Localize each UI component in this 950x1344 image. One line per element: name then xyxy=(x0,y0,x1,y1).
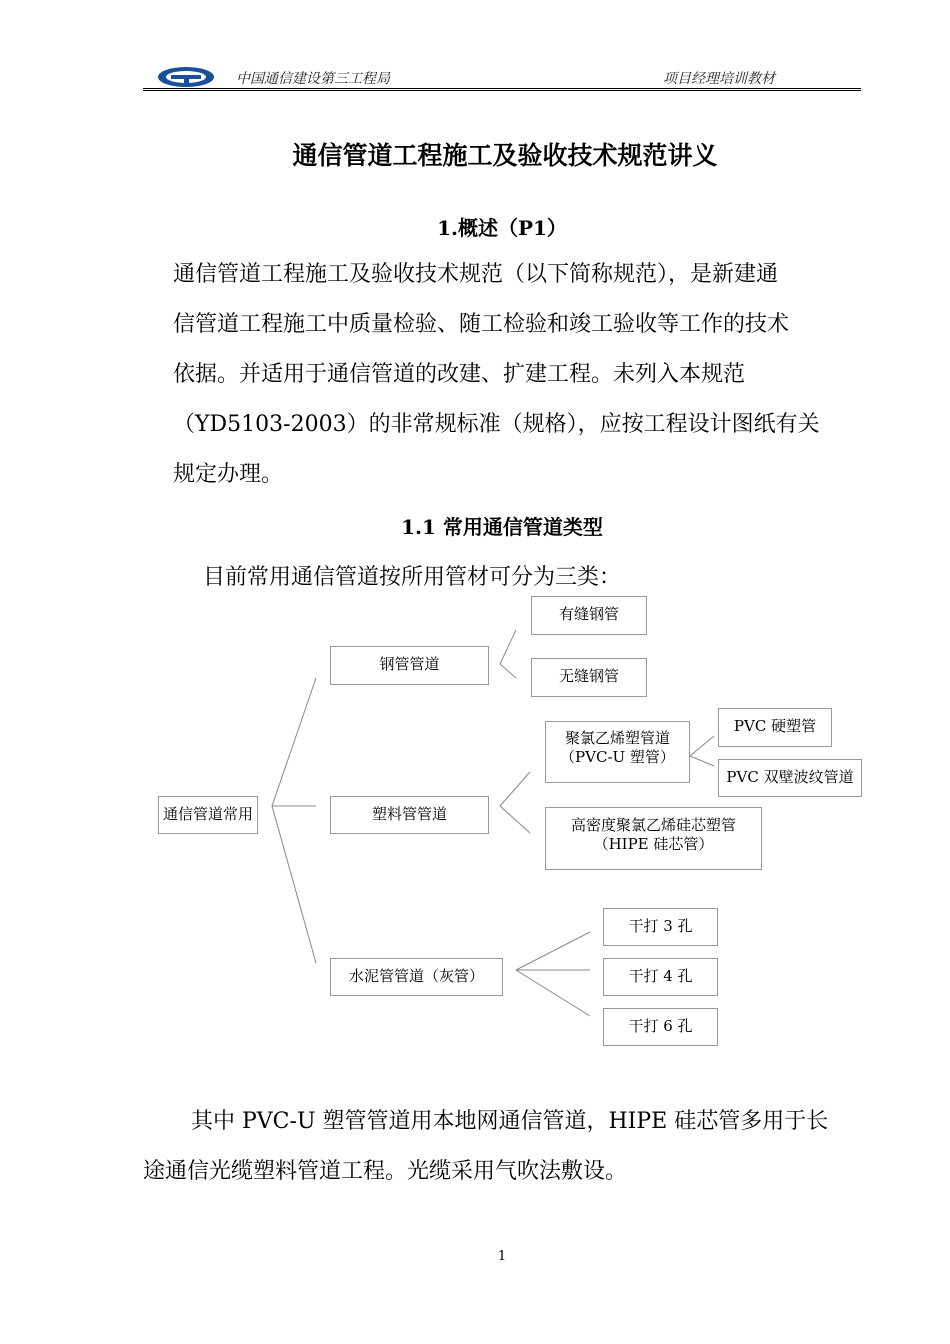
page-number: 1 xyxy=(497,1249,507,1264)
node-pvc-hard: PVC 硬塑管 xyxy=(718,708,832,747)
connector-plastic-hdpe xyxy=(500,806,530,833)
section-heading-pipe-types: 1.1 常用通信管道类型 xyxy=(401,515,603,539)
paragraph-line: 依据。并适用于通信管道的改建、扩建工程。未列入本规范 xyxy=(173,362,746,387)
node-hdpe-line2: （HIPE 硅芯管） xyxy=(593,835,714,853)
node-plastic: 塑料管管道 xyxy=(330,796,489,834)
node-steel: 钢管管道 xyxy=(330,646,489,685)
node-steel-seamless: 无缝钢管 xyxy=(531,658,647,697)
connector-pvc-double xyxy=(690,756,714,766)
connector-steel-seamed xyxy=(500,630,516,664)
paragraph-line: 信管道工程施工中质量检验、随工检验和竣工验收等工作的技术 xyxy=(173,312,790,337)
paragraph-line: 其中 PVC-U 塑管管道用本地网通信管道，HIPE 硅芯管多用于长 xyxy=(191,1109,829,1134)
document-title: 通信管道工程施工及验收技术规范讲义 xyxy=(292,141,718,170)
node-pvc-u-line1: 聚氯乙烯塑管道 xyxy=(564,729,670,747)
paragraph-line: 通信管道工程施工及验收技术规范（以下简称规范），是新建通 xyxy=(173,262,779,287)
node-dry6: 干打 6 孔 xyxy=(603,1008,718,1046)
connector-pvc-hard xyxy=(690,736,714,756)
pipe-types-intro: 目前常用通信管道按所用管材可分为三类： xyxy=(203,565,622,590)
node-pvc-double: PVC 双壁波纹管道 xyxy=(718,759,862,797)
connector-root-steel xyxy=(272,678,316,806)
header-org: 中国通信建设第三工程局 xyxy=(236,71,390,87)
node-hdpe-line1: 高密度聚氯乙烯硅芯塑管 xyxy=(570,816,736,834)
node-pvc-u-line2: （PVC-U 塑管） xyxy=(560,748,675,766)
connector-steel-seamless xyxy=(500,664,516,678)
section-heading-overview: 1.概述（P1） xyxy=(437,216,567,240)
paragraph-line: （YD5103-2003）的非常规标准（规格），应按工程设计图纸有关 xyxy=(173,412,820,437)
node-dry3: 干打 3 孔 xyxy=(603,908,718,946)
node-steel-seamed: 有缝钢管 xyxy=(531,596,647,635)
paragraph-line: 规定办理。 xyxy=(173,462,284,487)
connector-cement-dry6 xyxy=(516,970,590,1016)
node-pvc-u xyxy=(545,721,690,783)
node-cement: 水泥管管道（灰管） xyxy=(330,958,503,996)
closing-paragraph xyxy=(143,1097,863,1197)
connector-cement-dry3 xyxy=(516,932,590,970)
connector-plastic-pvc xyxy=(500,772,530,806)
paragraph-line: 途通信光缆塑料管道工程。光缆采用气吹法敷设。 xyxy=(143,1159,628,1184)
node-dry4: 干打 4 孔 xyxy=(603,958,718,996)
connector-root-cement xyxy=(272,806,316,963)
node-hdpe xyxy=(545,807,762,870)
node-root: 通信管道常用 xyxy=(158,796,258,834)
header-doc-type: 项目经理培训教材 xyxy=(663,71,775,87)
